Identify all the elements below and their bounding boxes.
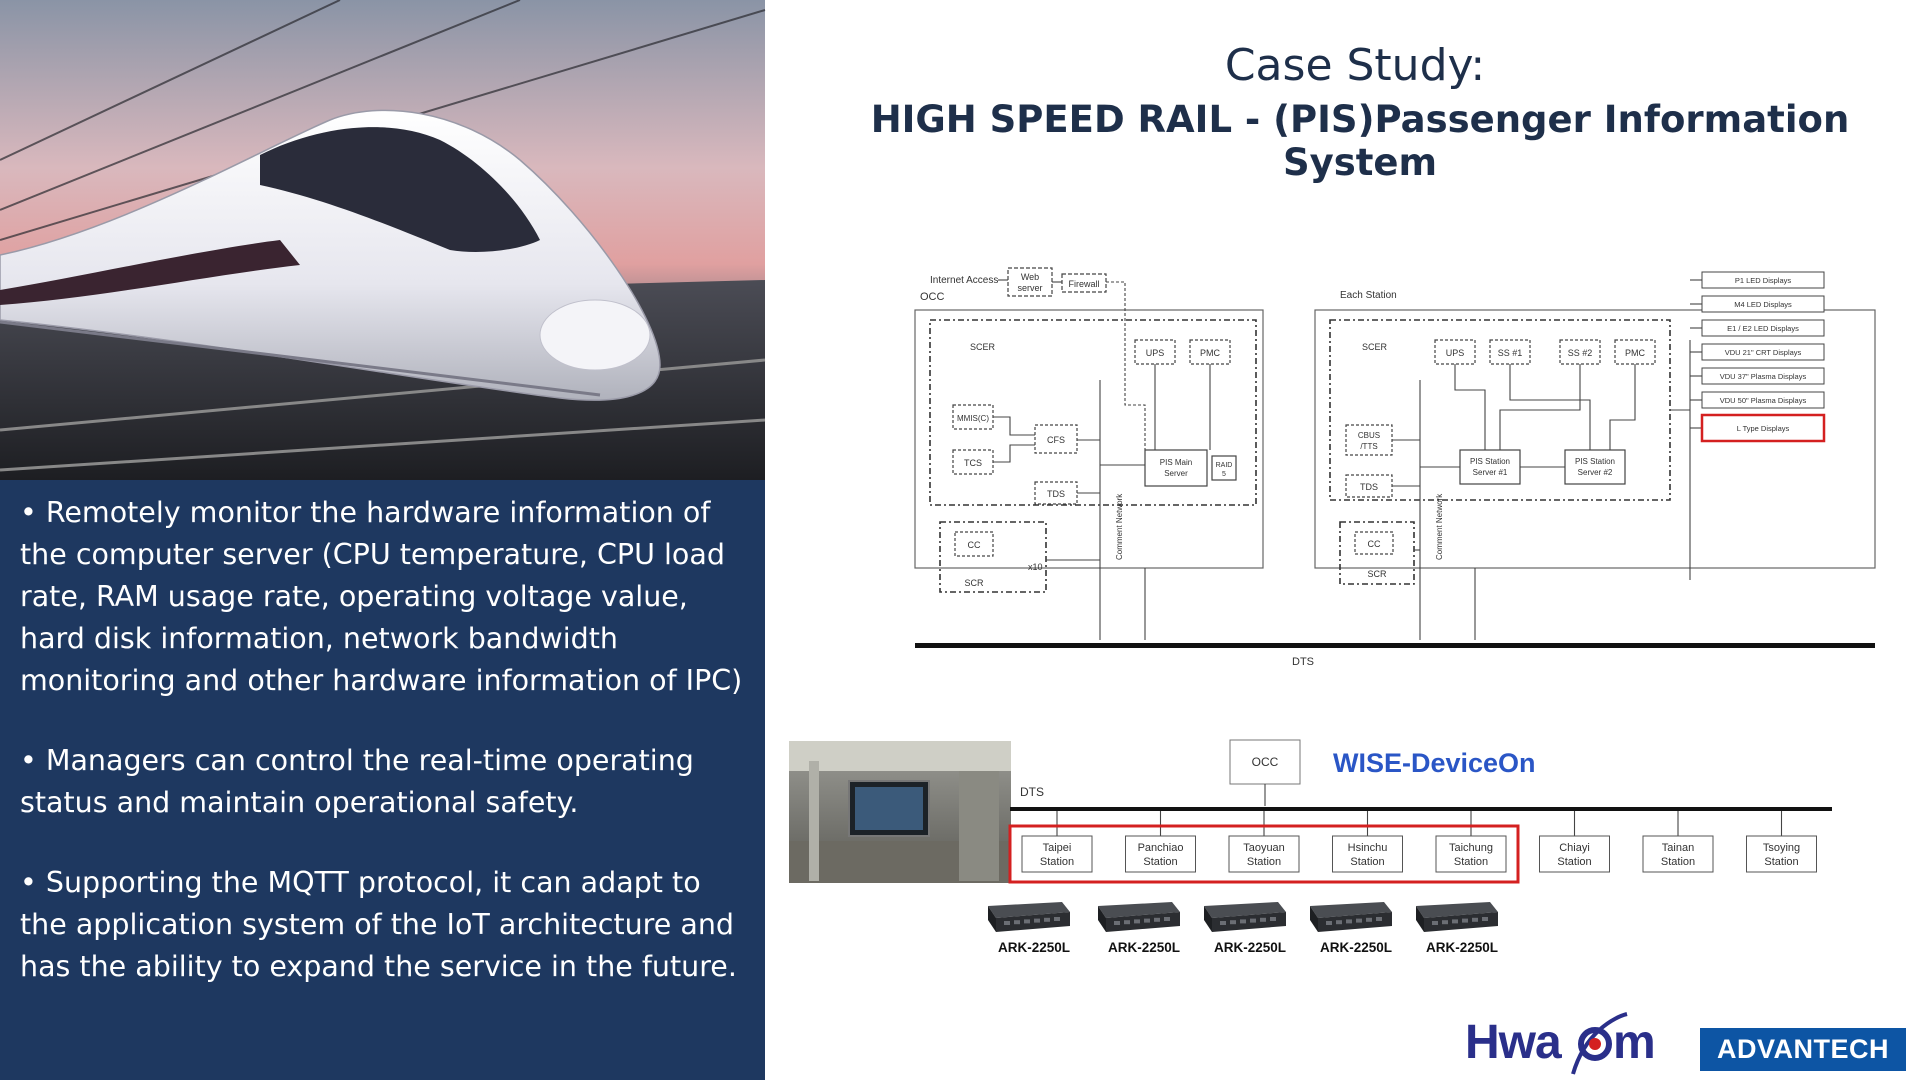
- network-dts-line: [1010, 807, 1832, 811]
- station-suffix: Station: [1557, 856, 1592, 868]
- bullet-realtime-status: • Managers can control the real-time operating status and maintain operational safety.: [20, 744, 694, 819]
- hwacom-logo: [1465, 1012, 1680, 1082]
- architecture-diagram: [900, 260, 1890, 680]
- station-name: Taoyuan: [1243, 842, 1285, 854]
- station-network-diagram: [997, 736, 1840, 976]
- svg-text:SS #1: SS #1: [1497, 348, 1523, 358]
- station-name: Hsinchu: [1347, 842, 1388, 854]
- svg-text:CFS: CFS: [1047, 435, 1065, 445]
- svg-text:TDS: TDS: [1360, 482, 1378, 492]
- svg-text:Hwa: Hwa: [1465, 1016, 1561, 1069]
- display-label: P1 LED Displays: [1734, 276, 1792, 285]
- ark-device-label: ARK-2250L: [997, 940, 1071, 955]
- svg-text:Server: Server: [1164, 469, 1188, 478]
- title-case-study: Case Study:: [1224, 40, 1486, 91]
- svg-text:5: 5: [1222, 471, 1226, 478]
- web-server-label: Web: [1020, 272, 1040, 282]
- svg-text:Comment Network: Comment Network: [1115, 493, 1124, 560]
- each-station-label: Each Station: [1340, 290, 1397, 301]
- svg-text:m: m: [1613, 1016, 1656, 1069]
- dts-bus-line: [915, 643, 1875, 648]
- svg-text:PIS Station: PIS Station: [1574, 457, 1616, 466]
- svg-text:UPS: UPS: [1445, 348, 1465, 358]
- station-name: Taichung: [1448, 842, 1494, 854]
- station-suffix: Station: [1350, 856, 1385, 868]
- svg-text:PIS Station: PIS Station: [1469, 457, 1511, 466]
- ark-device-label: ARK-2250L: [1107, 940, 1181, 955]
- display-label: M4 LED Displays: [1734, 300, 1792, 309]
- dts-label: DTS: [1292, 656, 1314, 668]
- occ-label: OCC: [920, 291, 945, 303]
- ark-device-label: ARK-2250L: [1319, 940, 1393, 955]
- svg-text:RAID: RAID: [1215, 462, 1233, 469]
- svg-text:SS #2: SS #2: [1567, 348, 1593, 358]
- display-label: L Type Displays: [1736, 424, 1790, 433]
- ark-2250l-device: [1098, 902, 1180, 955]
- svg-text:server: server: [1017, 283, 1043, 293]
- svg-text:PMC: PMC: [1625, 348, 1645, 358]
- svg-text:CBUS: CBUS: [1357, 431, 1381, 440]
- bullet-panel: [0, 480, 765, 1080]
- station-suffix: Station: [1660, 856, 1696, 868]
- station-suffix: Station: [1143, 856, 1178, 868]
- ark-device-label: ARK-2250L: [1425, 940, 1499, 955]
- display-label: VDU 21" CRT Displays: [1724, 348, 1802, 357]
- svg-text:UPS: UPS: [1145, 348, 1165, 358]
- svg-text:SCR: SCR: [1367, 569, 1387, 579]
- svg-text:Server #1: Server #1: [1472, 468, 1508, 477]
- ark-2250l-device: [1204, 902, 1286, 955]
- svg-text:Comment Network: Comment Network: [1435, 493, 1444, 560]
- train-photo: [0, 0, 765, 480]
- station-suffix: Station: [1764, 856, 1799, 868]
- internet-access-label: Internet Access: [930, 275, 999, 286]
- svg-text:SCER: SCER: [1362, 342, 1388, 352]
- svg-text:SCR: SCR: [964, 578, 984, 588]
- ark-2250l-device: [1416, 902, 1498, 955]
- station-photo: [789, 741, 1011, 883]
- firewall-label: Firewall: [1068, 279, 1100, 289]
- station-name: Tainan: [1661, 842, 1695, 854]
- station-name: Panchiao: [1137, 842, 1184, 854]
- station-name: Tsoying: [1762, 842, 1801, 854]
- svg-text:TCS: TCS: [964, 458, 982, 468]
- svg-text:x10: x10: [1028, 562, 1043, 572]
- advantech-logo-text: ADVANTECH: [1717, 1034, 1889, 1064]
- ark-device-label: ARK-2250L: [1213, 940, 1287, 955]
- display-label: VDU 37" Plasma Displays: [1719, 372, 1807, 381]
- bullet-mqtt: • Supporting the MQTT protocol, it can adapt to the application system of the IoT architecture and has the ability to expand the service in the future.: [20, 866, 737, 983]
- svg-text:MMIS(C): MMIS(C): [957, 414, 989, 423]
- station-suffix: Station: [1246, 856, 1282, 868]
- occ-node-label: OCC: [1251, 755, 1279, 769]
- svg-text:TDS: TDS: [1047, 489, 1065, 499]
- svg-text:CC: CC: [1367, 539, 1381, 549]
- svg-text:CC: CC: [967, 540, 981, 550]
- ark-2250l-device: [988, 902, 1070, 955]
- bullet-hardware-monitoring: • Remotely monitor the hardware information of the computer server (CPU temperature, CPU load rate, RAM usage rate, operating voltage value, hard disk information, network bandwidth monitoring and other hardware information of IPC): [20, 496, 743, 697]
- svg-text:PIS Main: PIS Main: [1159, 458, 1193, 467]
- station-suffix: Station: [1453, 856, 1489, 868]
- svg-text:/TTS: /TTS: [1360, 442, 1378, 451]
- title-pis: HIGH SPEED RAIL - (PIS)Passenger Information System: [870, 98, 1850, 184]
- occ-scer-label: SCER: [970, 342, 996, 352]
- svg-text:Server #2: Server #2: [1577, 468, 1613, 477]
- station-name: Taipei: [1042, 842, 1072, 854]
- display-label: E1 / E2 LED Displays: [1727, 324, 1799, 333]
- advantech-logo: [1700, 1028, 1906, 1071]
- svg-text:PMC: PMC: [1200, 348, 1220, 358]
- station-name: Chiayi: [1559, 842, 1590, 854]
- station-suffix: Station: [1039, 856, 1075, 868]
- display-label: VDU 50" Plasma Displays: [1719, 396, 1807, 405]
- wise-deviceon-brand: WISE-DeviceOn: [1333, 748, 1536, 778]
- network-dts-label: DTS: [1020, 785, 1044, 799]
- ark-2250l-device: [1310, 902, 1392, 955]
